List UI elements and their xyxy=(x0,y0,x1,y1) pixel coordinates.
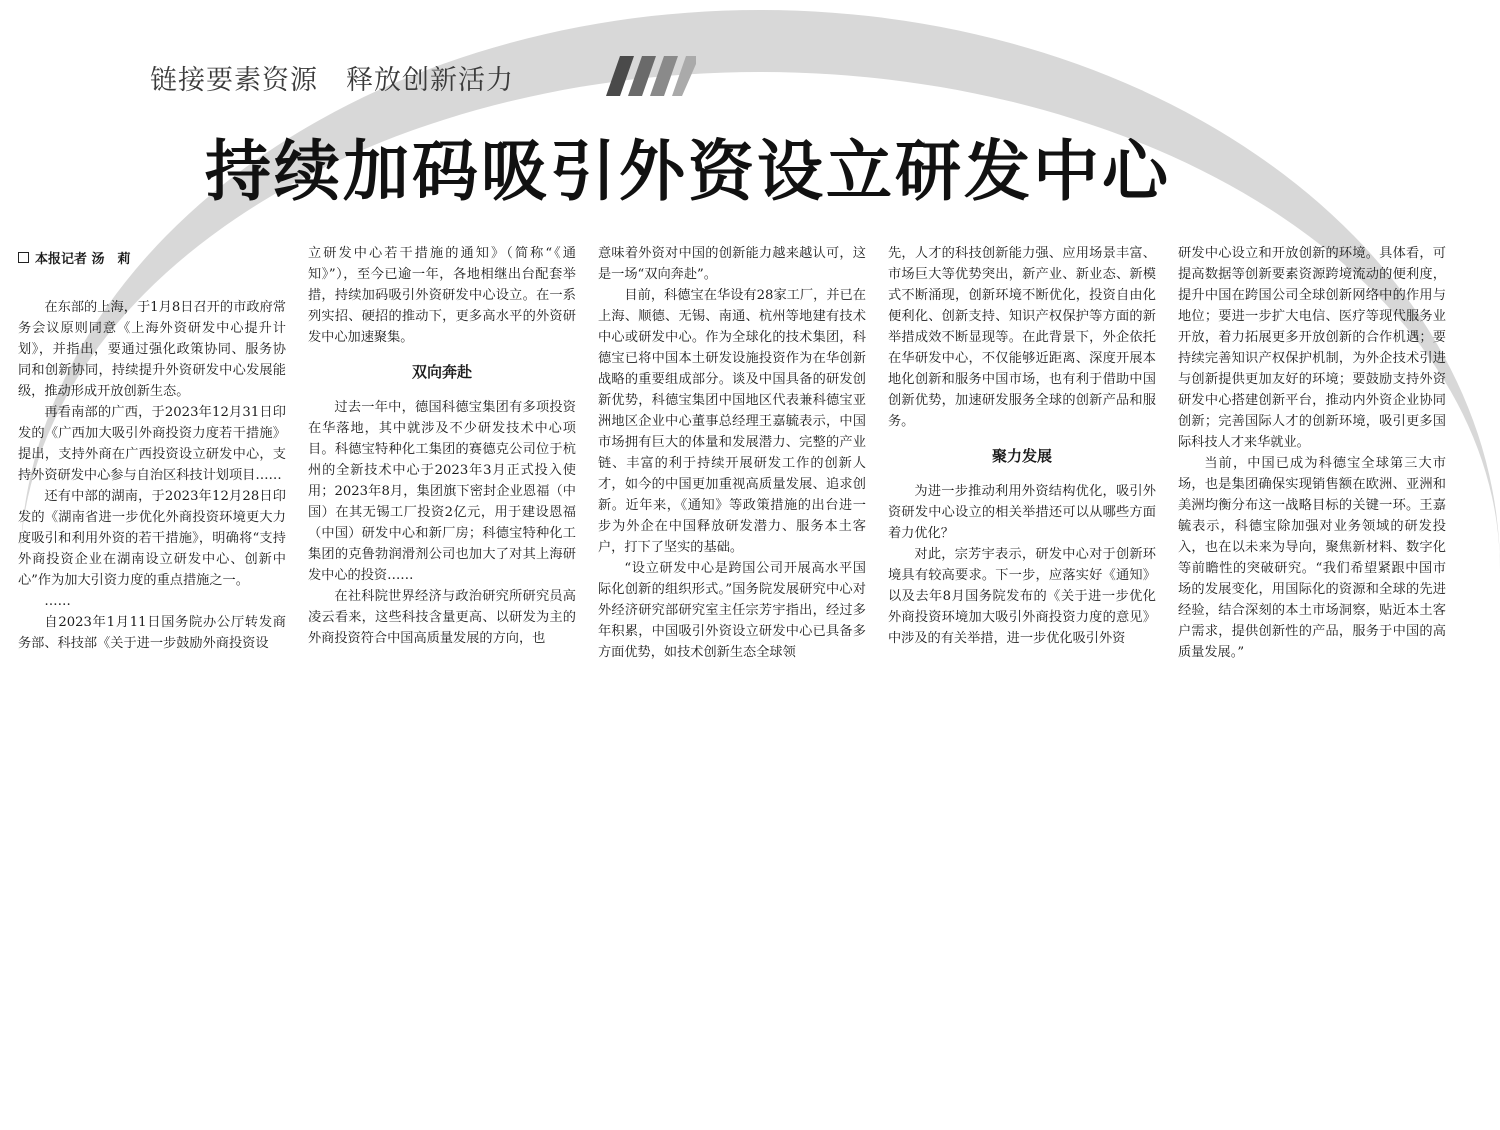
paragraph: 意味着外资对中国的创新能力越来越认可，这是一场“双向奔赴”。 xyxy=(598,246,866,282)
paragraph: 在社科院世界经济与政治研究所研究员高凌云看来，这些科技含量更高、以研发为主的外商投资符合中国高质量发展的方向，也 xyxy=(308,589,576,646)
paragraph: 目前，科德宝在华设有28家工厂，并已在上海、顺德、无锡、南通、杭州等地建有技术中心或研发中心。作为全球化的技术集团，科德宝已将中国本土研发设施投资作为在华创新战略的重要组成部分。谈及中国具备的研发创新优势，科德宝集团中国地区代表兼科德宝亚洲地区企业中心董事总经理王嘉毓表示，中国市场拥有巨大的体量和发展潜力、完整的产业链、丰富的利于持续开展研发工作的创新人才，如今的中国更加重视高质量发展、追求创新。近年来，《通知》等政策措施的出台进一步为外企在中国释放研发潜力、服务本土客户，打下了坚实的基础。 xyxy=(598,288,866,555)
column-5 xyxy=(1178,243,1446,660)
paragraph: 对此，宗芳宇表示，研发中心对于创新环境具有较高要求。下一步，应落实好《通知》以及去年8月国务院发布的《关于进一步优化外商投资环境加大吸引外商投资力度的意见》中涉及的有关举措，进一步优化吸引外资 xyxy=(888,547,1156,646)
kicker-title: 链接要素资源 释放创新活力 xyxy=(150,65,514,96)
paragraph: “设立研发中心是跨国公司开展高水平国际化创新的组织形式。”国务院发展研究中心对外经济研究部研究室主任宗芳宇指出，经过多年积累，中国吸引外资设立研发中心已具备多方面优势，如技术创新生态全球领 xyxy=(598,561,866,660)
article-body xyxy=(18,243,1452,660)
section-subhead: 聚力发展 xyxy=(991,447,1052,465)
byline xyxy=(18,249,286,270)
column-1 xyxy=(18,243,286,651)
byline-text: 本报记者 汤 莉 xyxy=(35,252,131,267)
paragraph: …… xyxy=(44,594,71,609)
paragraph: 先，人才的科技创新能力强、应用场景丰富、市场巨大等优势突出，新产业、新业态、新模式不断涌现，创新环境不断优化，投资自由化便利化、创新支持、知识产权保护等方面的新举措成效不断显现等。在此背景下，外企依托在华研发中心，不仅能够近距离、深度开展本地化创新和服务中国市场，也有利于借助中国创新优势，加速研发服务全球的创新产品和服务。 xyxy=(888,246,1156,429)
paragraph: 还有中部的湖南，于2023年12月28日印发的《湖南省进一步优化外商投资环境更大力度吸引和利用外资的若干措施》，明确将“支持外商投资企业在湖南设立研发中心、创新中心”作为加大引资力度的重点措施之一。 xyxy=(18,489,286,588)
paragraph: 为进一步推动利用外资结构优化，吸引外资研发中心设立的相关举措还可以从哪些方面着力优化？ xyxy=(888,484,1156,541)
column-4 xyxy=(888,243,1156,648)
paragraph: 当前，中国已成为科德宝全球第三大市场，也是集团确保实现销售额在欧洲、亚洲和美洲均衡分布这一战略目标的关键一环。王嘉毓表示，科德宝除加强对业务领域的研发投入，也在以未来为导向，聚焦新材料、数字化等前瞻性的突破研究。“我们希望紧跟中国市场的发展变化，用国际化的资源和全球的先进经验，结合深刻的本土市场洞察，贴近本土客户需求，提供创新性的产品，服务于中国的高质量发展。” xyxy=(1178,456,1446,660)
article-header xyxy=(0,0,1467,230)
section-subhead: 双向奔赴 xyxy=(411,363,472,381)
stripes-decoration xyxy=(606,56,696,96)
paragraph: 过去一年中，德国科德宝集团有多项投资在华落地，其中就涉及不少研发技术中心项目。科德宝特种化工集团的赛德克公司位于杭州的全新技术中心于2023年3月正式投入使用；2023年8月，集团旗下密封企业恩福（中国）在其无锡工厂投资2亿元，用于建设恩福（中国）研发中心和新厂房；科德宝特种化工集团的克鲁勃润滑剂公司也加大了对其上海研发中心的投资…… xyxy=(308,400,576,583)
column-2 xyxy=(308,243,576,648)
paragraph: 研发中心设立和开放创新的环境。具体看，可提高数据等创新要素资源跨境流动的便利度，提升中国在跨国公司全球创新网络中的作用与地位；要进一步扩大电信、医疗等现代服务业开放，着力拓展更多开放创新的合作机遇；要持续完善知识产权保护机制，为外企技术引进与创新提供更加友好的环境；要鼓励支持外资研发中心搭建创新平台，推动内外资企业协同创新；完善国际人才的创新环境，吸引更多国际科技人才来华就业。 xyxy=(1178,246,1446,450)
paragraph: 自2023年1月11日国务院办公厅转发商务部、科技部《关于进一步鼓励外商投资设 xyxy=(18,615,286,651)
paragraph: 再看南部的广西，于2023年12月31日印发的《广西加大吸引外商投资力度若干措施》提出，支持外商在广西投资设立研发中心，支持外资研发中心参与自治区科技计划项目…… xyxy=(18,405,286,483)
headline: 持续加码吸引外资设立研发中心 xyxy=(205,133,1171,210)
paragraph: 在东部的上海，于1月8日召开的市政府常务会议原则同意《上海外资研发中心提升计划》，并指出，要通过强化政策协同、服务协同和创新协同，持续提升外资研发中心发展能级，推动形成开放创新生态。 xyxy=(18,300,286,399)
column-3 xyxy=(598,243,866,660)
paragraph: 立研发中心若干措施的通知》（简称“《通知》”），至今已逾一年，各地相继出台配套举措，持续加码吸引外资研发中心设立。在一系列实招、硬招的推动下，更多高水平的外资研发中心加速聚集。 xyxy=(308,246,576,345)
square-icon xyxy=(18,252,29,263)
